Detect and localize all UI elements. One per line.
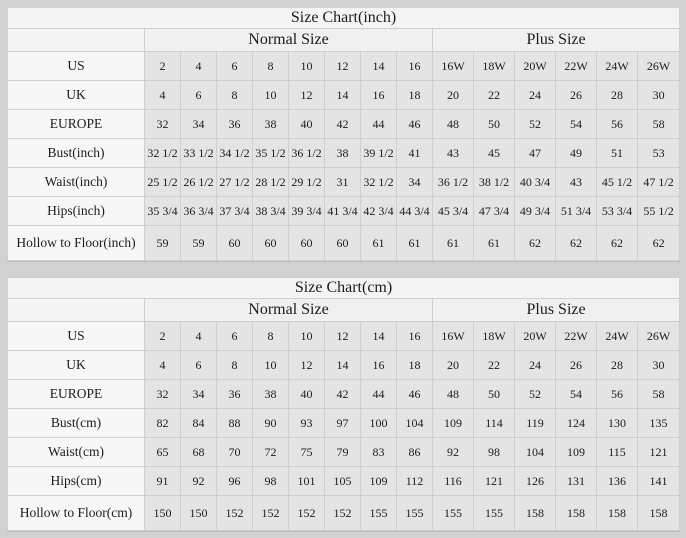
size-value-cell: 96: [217, 467, 253, 496]
size-value-cell: 54: [556, 110, 597, 139]
size-value-cell: 155: [433, 496, 474, 531]
size-value-cell: 60: [325, 226, 361, 261]
size-value-cell: 34: [181, 110, 217, 139]
size-value-cell: 18W: [474, 322, 515, 351]
size-value-cell: 22: [474, 351, 515, 380]
size-value-cell: 24W: [597, 322, 638, 351]
plus-size-header: Plus Size: [433, 29, 680, 52]
size-value-cell: 44: [361, 380, 397, 409]
size-value-cell: 34: [397, 168, 433, 197]
size-value-cell: 152: [253, 496, 289, 531]
size-value-cell: 121: [474, 467, 515, 496]
size-value-cell: 84: [181, 409, 217, 438]
row-label: Bust(inch): [8, 139, 145, 168]
table-row: [8, 226, 680, 261]
size-value-cell: 22W: [556, 322, 597, 351]
size-value-cell: 53 3/4: [597, 197, 638, 226]
size-value-cell: 26W: [638, 52, 680, 81]
size-value-cell: 30: [638, 81, 680, 110]
size-value-cell: 109: [433, 409, 474, 438]
size-value-cell: 33 1/2: [181, 139, 217, 168]
size-value-cell: 124: [556, 409, 597, 438]
size-value-cell: 16: [397, 322, 433, 351]
row-label: EUROPE: [8, 110, 145, 139]
table-row: [8, 139, 680, 168]
size-value-cell: 62: [556, 226, 597, 261]
row-label: Bust(cm): [8, 409, 145, 438]
size-value-cell: 10: [289, 52, 325, 81]
size-value-cell: 28: [597, 81, 638, 110]
size-value-cell: 92: [433, 438, 474, 467]
table-row: [8, 351, 680, 380]
size-value-cell: 49: [556, 139, 597, 168]
size-value-cell: 58: [638, 380, 680, 409]
size-value-cell: 48: [433, 380, 474, 409]
size-value-cell: 88: [217, 409, 253, 438]
size-value-cell: 155: [474, 496, 515, 531]
size-value-cell: 116: [433, 467, 474, 496]
size-value-cell: 61: [474, 226, 515, 261]
size-value-cell: 53: [638, 139, 680, 168]
size-value-cell: 48: [433, 110, 474, 139]
size-value-cell: 14: [361, 52, 397, 81]
size-value-cell: 60: [217, 226, 253, 261]
size-value-cell: 115: [597, 438, 638, 467]
size-value-cell: 18W: [474, 52, 515, 81]
size-value-cell: 26 1/2: [181, 168, 217, 197]
size-value-cell: 34: [181, 380, 217, 409]
table-title: Size Chart(cm): [8, 278, 680, 299]
size-value-cell: 130: [597, 409, 638, 438]
size-value-cell: 72: [253, 438, 289, 467]
size-value-cell: 136: [597, 467, 638, 496]
size-value-cell: 36 3/4: [181, 197, 217, 226]
size-value-cell: 54: [556, 380, 597, 409]
size-value-cell: 47 3/4: [474, 197, 515, 226]
size-value-cell: 20: [433, 351, 474, 380]
size-value-cell: 47: [515, 139, 556, 168]
size-value-cell: 50: [474, 110, 515, 139]
row-label: Hollow to Floor(cm): [8, 496, 145, 531]
size-value-cell: 36 1/2: [289, 139, 325, 168]
size-value-cell: 114: [474, 409, 515, 438]
size-value-cell: 22W: [556, 52, 597, 81]
size-value-cell: 4: [181, 52, 217, 81]
size-value-cell: 24: [515, 351, 556, 380]
size-value-cell: 8: [253, 322, 289, 351]
size-value-cell: 32: [145, 110, 181, 139]
size-value-cell: 51: [597, 139, 638, 168]
size-value-cell: 65: [145, 438, 181, 467]
size-value-cell: 56: [597, 380, 638, 409]
size-value-cell: 93: [289, 409, 325, 438]
size-value-cell: 109: [361, 467, 397, 496]
size-value-cell: 60: [253, 226, 289, 261]
size-value-cell: 6: [181, 81, 217, 110]
size-value-cell: 50: [474, 380, 515, 409]
size-value-cell: 43: [433, 139, 474, 168]
size-value-cell: 20W: [515, 322, 556, 351]
size-value-cell: 152: [217, 496, 253, 531]
size-value-cell: 29 1/2: [289, 168, 325, 197]
size-value-cell: 14: [325, 351, 361, 380]
size-value-cell: 141: [638, 467, 680, 496]
table-row: [8, 168, 680, 197]
size-value-cell: 28 1/2: [253, 168, 289, 197]
size-group-header-row: [8, 299, 680, 322]
size-value-cell: 24W: [597, 52, 638, 81]
size-value-cell: 18: [397, 81, 433, 110]
size-value-cell: 62: [515, 226, 556, 261]
size-value-cell: 100: [361, 409, 397, 438]
size-value-cell: 32 1/2: [361, 168, 397, 197]
size-value-cell: 36: [217, 110, 253, 139]
size-value-cell: 10: [253, 81, 289, 110]
size-value-cell: 45 3/4: [433, 197, 474, 226]
size-value-cell: 62: [597, 226, 638, 261]
size-value-cell: 30: [638, 351, 680, 380]
row-label: EUROPE: [8, 380, 145, 409]
corner-cell: [8, 299, 145, 322]
row-label: Hollow to Floor(inch): [8, 226, 145, 261]
table-title-row: [8, 8, 680, 29]
size-chart-table-cm: [7, 277, 680, 531]
size-value-cell: 135: [638, 409, 680, 438]
row-label: US: [8, 322, 145, 351]
size-value-cell: 60: [289, 226, 325, 261]
size-value-cell: 27 1/2: [217, 168, 253, 197]
size-value-cell: 45: [474, 139, 515, 168]
size-value-cell: 98: [253, 467, 289, 496]
size-value-cell: 61: [361, 226, 397, 261]
size-value-cell: 44: [361, 110, 397, 139]
size-value-cell: 105: [325, 467, 361, 496]
size-value-cell: 152: [325, 496, 361, 531]
size-value-cell: 104: [515, 438, 556, 467]
size-value-cell: 42: [325, 110, 361, 139]
table-row: [8, 197, 680, 226]
size-value-cell: 16W: [433, 52, 474, 81]
size-value-cell: 155: [397, 496, 433, 531]
size-value-cell: 8: [217, 81, 253, 110]
size-value-cell: 28: [597, 351, 638, 380]
normal-size-header: Normal Size: [145, 299, 433, 322]
size-value-cell: 12: [289, 81, 325, 110]
size-value-cell: 158: [597, 496, 638, 531]
size-value-cell: 20W: [515, 52, 556, 81]
size-value-cell: 150: [181, 496, 217, 531]
size-value-cell: 101: [289, 467, 325, 496]
table-row: [8, 496, 680, 531]
table-row: [8, 81, 680, 110]
size-value-cell: 52: [515, 110, 556, 139]
size-value-cell: 14: [361, 322, 397, 351]
size-value-cell: 82: [145, 409, 181, 438]
size-value-cell: 2: [145, 322, 181, 351]
size-value-cell: 158: [638, 496, 680, 531]
size-value-cell: 35 3/4: [145, 197, 181, 226]
size-value-cell: 36 1/2: [433, 168, 474, 197]
size-value-cell: 40 3/4: [515, 168, 556, 197]
size-value-cell: 14: [325, 81, 361, 110]
size-value-cell: 44 3/4: [397, 197, 433, 226]
size-value-cell: 6: [217, 52, 253, 81]
size-value-cell: 61: [397, 226, 433, 261]
size-value-cell: 91: [145, 467, 181, 496]
row-label: Waist(cm): [8, 438, 145, 467]
size-chart-table-inch: [7, 7, 680, 261]
size-value-cell: 152: [289, 496, 325, 531]
size-value-cell: 10: [289, 322, 325, 351]
table-title-row: [8, 278, 680, 299]
size-value-cell: 16W: [433, 322, 474, 351]
size-value-cell: 18: [397, 351, 433, 380]
size-value-cell: 46: [397, 380, 433, 409]
size-value-cell: 37 3/4: [217, 197, 253, 226]
size-value-cell: 38: [253, 110, 289, 139]
size-value-cell: 119: [515, 409, 556, 438]
size-value-cell: 51 3/4: [556, 197, 597, 226]
size-value-cell: 92: [181, 467, 217, 496]
size-value-cell: 38: [253, 380, 289, 409]
size-value-cell: 26W: [638, 322, 680, 351]
size-value-cell: 109: [556, 438, 597, 467]
size-value-cell: 41: [397, 139, 433, 168]
size-value-cell: 38 3/4: [253, 197, 289, 226]
size-value-cell: 26: [556, 81, 597, 110]
table-row: [8, 438, 680, 467]
table-row: [8, 322, 680, 351]
size-value-cell: 52: [515, 380, 556, 409]
size-group-header-row: [8, 29, 680, 52]
size-value-cell: 35 1/2: [253, 139, 289, 168]
table-row: [8, 52, 680, 81]
size-value-cell: 43: [556, 168, 597, 197]
size-value-cell: 61: [433, 226, 474, 261]
size-value-cell: 16: [361, 81, 397, 110]
size-value-cell: 40: [289, 110, 325, 139]
size-value-cell: 86: [397, 438, 433, 467]
size-value-cell: 22: [474, 81, 515, 110]
size-value-cell: 42 3/4: [361, 197, 397, 226]
row-label: Waist(inch): [8, 168, 145, 197]
size-value-cell: 36: [217, 380, 253, 409]
size-value-cell: 126: [515, 467, 556, 496]
size-value-cell: 121: [638, 438, 680, 467]
size-value-cell: 24: [515, 81, 556, 110]
row-label: Hips(cm): [8, 467, 145, 496]
size-value-cell: 98: [474, 438, 515, 467]
size-value-cell: 8: [217, 351, 253, 380]
size-value-cell: 4: [145, 81, 181, 110]
size-value-cell: 56: [597, 110, 638, 139]
size-value-cell: 32 1/2: [145, 139, 181, 168]
size-value-cell: 97: [325, 409, 361, 438]
size-value-cell: 16: [361, 351, 397, 380]
size-value-cell: 70: [217, 438, 253, 467]
size-value-cell: 2: [145, 52, 181, 81]
size-value-cell: 40: [289, 380, 325, 409]
row-label: US: [8, 52, 145, 81]
size-value-cell: 112: [397, 467, 433, 496]
size-value-cell: 58: [638, 110, 680, 139]
size-value-cell: 6: [217, 322, 253, 351]
plus-size-header: Plus Size: [433, 299, 680, 322]
size-value-cell: 45 1/2: [597, 168, 638, 197]
size-value-cell: 38: [325, 139, 361, 168]
size-value-cell: 4: [145, 351, 181, 380]
normal-size-header: Normal Size: [145, 29, 433, 52]
size-value-cell: 10: [253, 351, 289, 380]
size-value-cell: 59: [145, 226, 181, 261]
row-label: UK: [8, 351, 145, 380]
size-value-cell: 47 1/2: [638, 168, 680, 197]
size-value-cell: 34 1/2: [217, 139, 253, 168]
size-value-cell: 26: [556, 351, 597, 380]
size-value-cell: 39 1/2: [361, 139, 397, 168]
size-value-cell: 39 3/4: [289, 197, 325, 226]
size-value-cell: 8: [253, 52, 289, 81]
table-row: [8, 409, 680, 438]
size-value-cell: 16: [397, 52, 433, 81]
size-value-cell: 68: [181, 438, 217, 467]
size-value-cell: 90: [253, 409, 289, 438]
size-value-cell: 131: [556, 467, 597, 496]
size-value-cell: 46: [397, 110, 433, 139]
size-value-cell: 158: [515, 496, 556, 531]
size-value-cell: 83: [361, 438, 397, 467]
size-value-cell: 79: [325, 438, 361, 467]
size-value-cell: 38 1/2: [474, 168, 515, 197]
size-value-cell: 62: [638, 226, 680, 261]
size-value-cell: 42: [325, 380, 361, 409]
row-label: Hips(inch): [8, 197, 145, 226]
table-row: [8, 467, 680, 496]
size-value-cell: 104: [397, 409, 433, 438]
table-title: Size Chart(inch): [8, 8, 680, 29]
table-row: [8, 380, 680, 409]
table-row: [8, 110, 680, 139]
size-value-cell: 12: [289, 351, 325, 380]
size-value-cell: 12: [325, 52, 361, 81]
size-value-cell: 59: [181, 226, 217, 261]
size-value-cell: 12: [325, 322, 361, 351]
size-value-cell: 31: [325, 168, 361, 197]
size-value-cell: 25 1/2: [145, 168, 181, 197]
size-value-cell: 4: [181, 322, 217, 351]
size-value-cell: 155: [361, 496, 397, 531]
size-value-cell: 75: [289, 438, 325, 467]
size-value-cell: 6: [181, 351, 217, 380]
corner-cell: [8, 29, 145, 52]
size-value-cell: 158: [556, 496, 597, 531]
size-value-cell: 20: [433, 81, 474, 110]
size-value-cell: 32: [145, 380, 181, 409]
size-value-cell: 150: [145, 496, 181, 531]
size-value-cell: 41 3/4: [325, 197, 361, 226]
row-label: UK: [8, 81, 145, 110]
size-value-cell: 49 3/4: [515, 197, 556, 226]
size-value-cell: 55 1/2: [638, 197, 680, 226]
